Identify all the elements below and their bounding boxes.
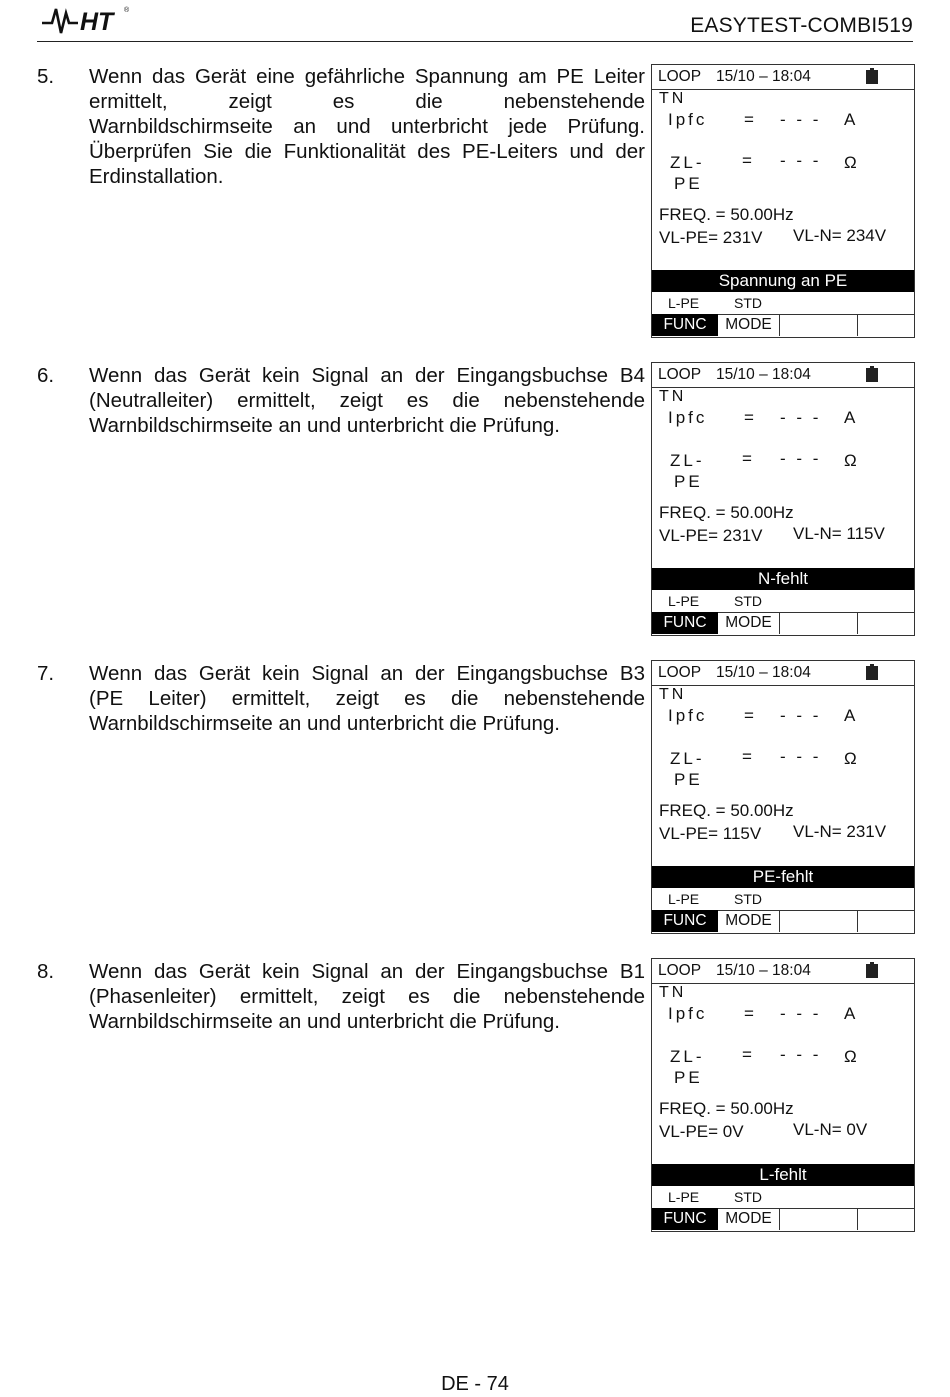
- page-number: DE - 74: [441, 1373, 509, 1395]
- text-line: Warnbildschirmseite an und unterbricht die Prüfung.: [89, 1010, 560, 1033]
- zl-value: - - -: [780, 151, 822, 170]
- logo-text: HT: [80, 8, 114, 36]
- ipfc-equals: =: [744, 110, 757, 129]
- zl-label: ZL-: [670, 1047, 705, 1066]
- zl-equals: =: [742, 151, 755, 170]
- warning-message: L-fehlt: [652, 1164, 914, 1186]
- system-type: TN: [659, 388, 687, 405]
- func-softkey[interactable]: FUNC: [652, 314, 718, 336]
- date-time: 15/10 – 18:04: [716, 366, 811, 383]
- vl-n-reading: VL-N= 115V: [793, 524, 885, 543]
- zl-unit: Ω: [844, 1047, 860, 1066]
- vl-pe-reading: VL-PE= 0V: [659, 1122, 744, 1141]
- parameter-row: [652, 590, 914, 613]
- vl-n-reading: VL-N= 0V: [793, 1120, 868, 1139]
- parameter-row: [652, 888, 914, 911]
- param-lpe: L-PE: [668, 1189, 700, 1205]
- softkey-row: [652, 314, 914, 336]
- text-line: Warnbildschirmseite an und unterbricht die Prüfung.: [89, 414, 560, 437]
- ipfc-equals: =: [744, 1004, 757, 1023]
- mode-softkey[interactable]: MODE: [718, 314, 780, 336]
- ipfc-label: Ipfc: [668, 110, 708, 129]
- empty-softkey[interactable]: [780, 612, 858, 634]
- text-line: Erdinstallation.: [89, 165, 224, 188]
- ipfc-label: Ipfc: [668, 408, 708, 427]
- parameter-row: [652, 1186, 914, 1209]
- function-mode: LOOP: [658, 962, 702, 979]
- mode-softkey[interactable]: MODE: [718, 612, 780, 634]
- instrument-screen: [651, 660, 915, 934]
- screen-status-bar: [652, 661, 914, 686]
- func-softkey[interactable]: FUNC: [652, 910, 718, 932]
- zl-unit: Ω: [844, 153, 860, 172]
- date-time: 15/10 – 18:04: [716, 68, 811, 85]
- frequency-reading: FREQ. = 50.00Hz: [659, 801, 794, 820]
- zl-label: ZL-: [670, 451, 705, 470]
- zl-label: ZL-: [670, 749, 705, 768]
- text-line: (Phasenleiter) ermittelt, zeigt es die nebenstehende: [89, 985, 645, 1008]
- zl-label-pe: PE: [674, 1068, 703, 1087]
- screen-status-bar: [652, 959, 914, 984]
- ipfc-equals: =: [744, 408, 757, 427]
- warning-message: N-fehlt: [652, 568, 914, 590]
- softkey-row: [652, 612, 914, 634]
- vl-n-reading: VL-N= 231V: [793, 822, 887, 841]
- text-line: Wenn das Gerät kein Signal an der Eingangsbuchse B3: [89, 662, 645, 685]
- function-mode: LOOP: [658, 664, 702, 681]
- zl-equals: =: [742, 449, 755, 468]
- document-title: EASYTEST-COMBI519: [690, 14, 913, 37]
- ipfc-equals: =: [744, 706, 757, 725]
- vl-pe-reading: VL-PE= 231V: [659, 228, 763, 247]
- empty-softkey[interactable]: [858, 612, 914, 634]
- empty-softkey[interactable]: [780, 314, 858, 336]
- ipfc-unit: A: [844, 408, 859, 427]
- zl-unit: Ω: [844, 749, 860, 768]
- zl-label-pe: PE: [674, 174, 703, 193]
- text-line: (PE Leiter) ermittelt, zeigt es die nebenstehende: [89, 687, 645, 710]
- item-text: [89, 64, 645, 189]
- param-std: STD: [734, 891, 762, 907]
- item-number: 8.: [37, 960, 55, 983]
- screen-status-bar: [652, 65, 914, 90]
- screen-status-bar: [652, 363, 914, 388]
- zl-unit: Ω: [844, 451, 860, 470]
- text-line: Überprüfen Sie die Funktionalität des PE-Leiters und der: [89, 140, 645, 163]
- date-time: 15/10 – 18:04: [716, 664, 811, 681]
- func-softkey[interactable]: FUNC: [652, 1208, 718, 1230]
- softkey-row: [652, 910, 914, 932]
- item-text: [89, 959, 645, 1034]
- empty-softkey[interactable]: [858, 1208, 914, 1230]
- item-text: [89, 661, 645, 736]
- ipfc-value: - - -: [780, 706, 822, 725]
- zl-label: ZL-: [670, 153, 705, 172]
- vl-pe-reading: VL-PE= 231V: [659, 526, 763, 545]
- frequency-reading: FREQ. = 50.00Hz: [659, 1099, 794, 1118]
- text-line: Warnbildschirmseite an und unterbricht jede Prüfung.: [89, 115, 645, 138]
- battery-icon: [866, 68, 878, 84]
- system-type: TN: [659, 984, 687, 1001]
- zl-equals: =: [742, 747, 755, 766]
- ht-logo: [38, 3, 130, 36]
- zl-equals: =: [742, 1045, 755, 1064]
- item-number: 7.: [37, 662, 55, 685]
- ipfc-unit: A: [844, 110, 859, 129]
- param-lpe: L-PE: [668, 593, 700, 609]
- text-line: (Neutralleiter) ermittelt, zeigt es die nebenstehende: [89, 389, 645, 412]
- param-std: STD: [734, 1189, 762, 1205]
- empty-softkey[interactable]: [780, 1208, 858, 1230]
- func-softkey[interactable]: FUNC: [652, 612, 718, 634]
- zl-value: - - -: [780, 747, 822, 766]
- zl-value: - - -: [780, 449, 822, 468]
- zl-label-pe: PE: [674, 472, 703, 491]
- empty-softkey[interactable]: [858, 910, 914, 932]
- item-text: [89, 363, 645, 438]
- ipfc-label: Ipfc: [668, 706, 708, 725]
- param-std: STD: [734, 295, 762, 311]
- text-line: ermittelt, zeigt es die nebenstehende: [89, 90, 645, 113]
- instrument-screen: [651, 64, 915, 338]
- header-divider: [37, 41, 913, 42]
- empty-softkey[interactable]: [780, 910, 858, 932]
- empty-softkey[interactable]: [858, 314, 914, 336]
- param-std: STD: [734, 593, 762, 609]
- svg-text:®: ®: [124, 7, 130, 14]
- ipfc-value: - - -: [780, 408, 822, 427]
- zl-value: - - -: [780, 1045, 822, 1064]
- system-type: TN: [659, 686, 687, 703]
- system-type: TN: [659, 90, 687, 107]
- ipfc-value: - - -: [780, 110, 822, 129]
- param-lpe: L-PE: [668, 891, 700, 907]
- frequency-reading: FREQ. = 50.00Hz: [659, 503, 794, 522]
- parameter-row: [652, 292, 914, 315]
- warning-message: Spannung an PE: [652, 270, 914, 292]
- text-line: Wenn das Gerät kein Signal an der Eingangsbuchse B1: [89, 960, 645, 983]
- item-number: 6.: [37, 364, 55, 387]
- warning-message: PE-fehlt: [652, 866, 914, 888]
- instrument-screen: [651, 958, 915, 1232]
- instrument-screen: [651, 362, 915, 636]
- text-line: Wenn das Gerät kein Signal an der Eingangsbuchse B4: [89, 364, 645, 387]
- ipfc-label: Ipfc: [668, 1004, 708, 1023]
- mode-softkey[interactable]: MODE: [718, 1208, 780, 1230]
- frequency-reading: FREQ. = 50.00Hz: [659, 205, 794, 224]
- param-lpe: L-PE: [668, 295, 700, 311]
- vl-n-reading: VL-N= 234V: [793, 226, 887, 245]
- function-mode: LOOP: [658, 68, 702, 85]
- battery-icon: [866, 366, 878, 382]
- function-mode: LOOP: [658, 366, 702, 383]
- text-line: Wenn das Gerät eine gefährliche Spannung am PE Leiter: [89, 65, 645, 88]
- vl-pe-reading: VL-PE= 115V: [659, 824, 762, 843]
- mode-softkey[interactable]: MODE: [718, 910, 780, 932]
- battery-icon: [866, 664, 878, 680]
- ipfc-unit: A: [844, 706, 859, 725]
- zl-label-pe: PE: [674, 770, 703, 789]
- battery-icon: [866, 962, 878, 978]
- ipfc-value: - - -: [780, 1004, 822, 1023]
- item-number: 5.: [37, 65, 55, 88]
- softkey-row: [652, 1208, 914, 1230]
- ipfc-unit: A: [844, 1004, 859, 1023]
- date-time: 15/10 – 18:04: [716, 962, 811, 979]
- text-line: Warnbildschirmseite an und unterbricht die Prüfung.: [89, 712, 560, 735]
